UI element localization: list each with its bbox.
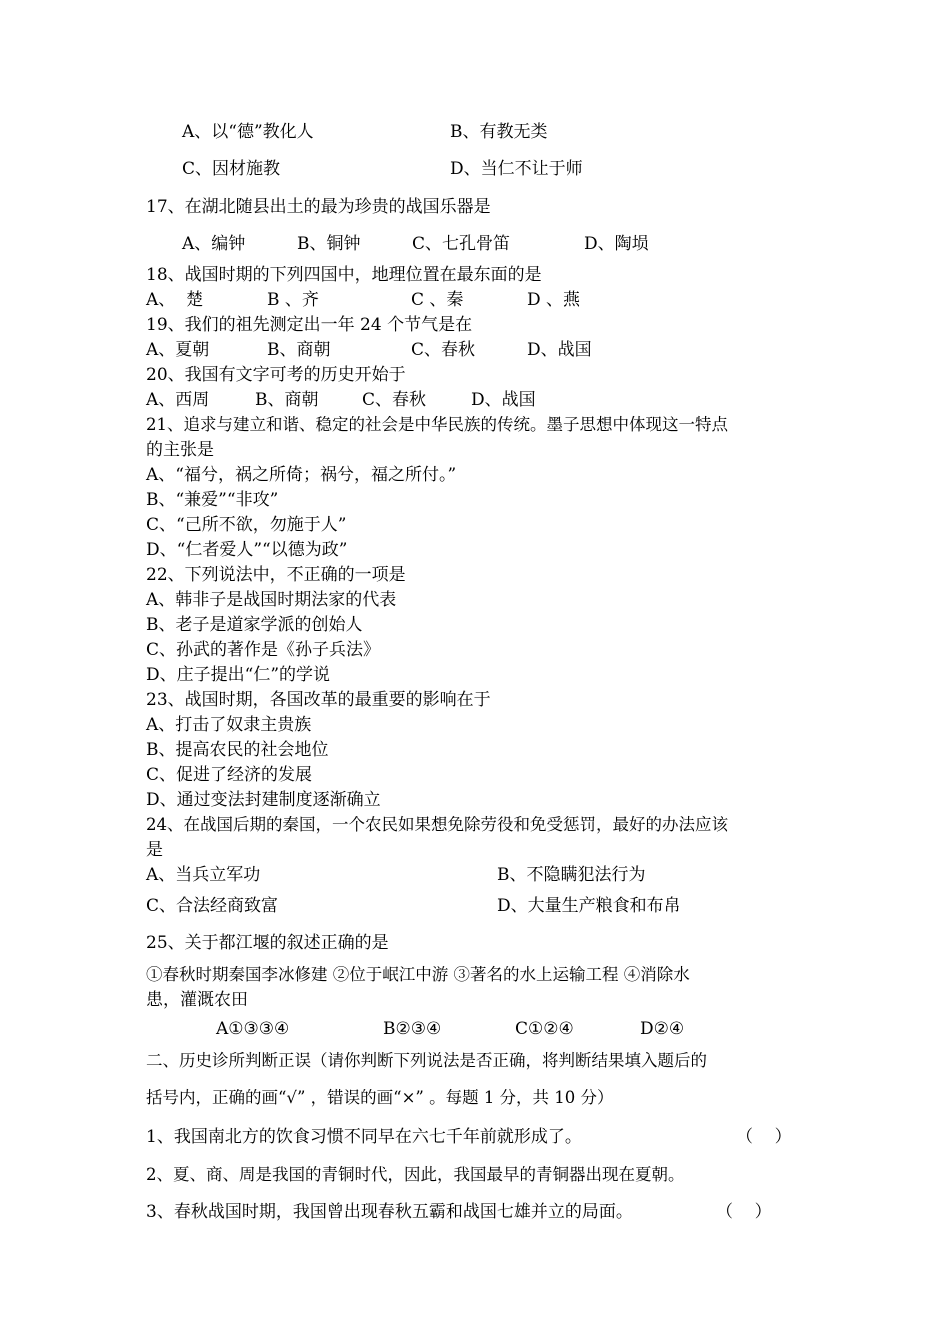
q24-option-a: A、当兵立军功 [146,865,261,885]
q16-option-d: D、当仁不让于师 [450,159,583,179]
q25-items-line-2: 患，灌溉农田 [146,990,248,1010]
q22-option-c: C、孙武的著作是《孙子兵法》 [146,640,381,660]
q21-stem-line-1: 21、追求与建立和谐、稳定的社会是中华民族的传统。墨子思想中体现这一特点 [146,415,728,434]
judge-item-2: 2、夏、商、周是我国的青铜时代，因此，我国最早的青铜器出现在夏朝。 [146,1165,685,1184]
q16-option-a: A、以“德”教化人 [182,122,314,142]
q17-stem: 17、在湖北随县出土的最为珍贵的战国乐器是 [146,197,491,217]
q23-option-c: C、促进了经济的发展 [146,765,313,785]
q22-option-b: B、老子是道家学派的创始人 [146,615,363,635]
q17-option-a: A、编钟 [182,234,246,254]
q25-option-c: C①②④ [515,1019,574,1039]
q22-stem: 22、下列说法中，不正确的一项是 [146,565,406,585]
judge-item-3: 3、春秋战国时期，我国曾出现春秋五霸和战国七雄并立的局面。 [146,1202,633,1222]
q19-option-c: C、春秋 [411,340,476,360]
q18-stem: 18、战国时期的下列四国中，地理位置在最东面的是 [146,265,542,285]
q24-stem-line-2: 是 [146,840,163,860]
q16-option-b: B、有教无类 [450,122,548,142]
q25-option-b: B②③④ [383,1019,442,1039]
q20-stem: 20、我国有文字可考的历史开始于 [146,365,406,385]
q25-option-a: A①③③④ [216,1019,290,1039]
q21-option-c: C、“己所不欲，勿施于人” [146,515,347,535]
q18-option-b: B 、齐 [267,290,319,310]
q23-option-d: D、通过变法封建制度逐渐确立 [146,790,381,810]
q17-option-d: D、陶埙 [584,234,649,254]
q21-option-a: A、“福兮，祸之所倚；祸兮，福之所付。” [146,465,457,485]
judge-item-1-answer-blank[interactable]: （ ） [736,1127,792,1147]
q24-stem-line-1: 24、在战国后期的秦国，一个农民如果想免除劳役和免受惩罚，最好的办法应该 [146,815,728,834]
judge-item-3-answer-blank[interactable]: （ ） [716,1202,772,1222]
q19-stem: 19、我们的祖先测定出一年 24 个节气是在 [146,315,473,335]
q19-option-d: D、战国 [527,340,592,360]
q21-stem-line-2: 的主张是 [146,440,214,460]
q24-option-c: C、合法经商致富 [146,896,279,916]
q19-option-b: B、商朝 [267,340,331,360]
q20-option-a: A、西周 [146,390,210,410]
q22-option-d: D、庄子提出“仁”的学说 [146,665,331,685]
q16-option-c: C、因材施教 [182,159,281,179]
q17-option-b: B、铜钟 [297,234,361,254]
section2-heading-line-1: 二、历史诊所判断正误（请你判断下列说法是否正确，将判断结果填入题后的 [146,1051,707,1070]
q21-option-b: B、“兼爱”“非攻” [146,490,279,510]
q23-stem: 23、战国时期，各国改革的最重要的影响在于 [146,690,491,710]
q20-option-d: D、战国 [471,390,536,410]
q18-option-a: A、 楚 [146,290,204,310]
q22-option-a: A、韩非子是战国时期法家的代表 [146,590,397,610]
q20-option-b: B、商朝 [255,390,319,410]
q24-option-b: B、不隐瞒犯法行为 [497,865,646,885]
q19-option-a: A、夏朝 [146,340,210,360]
q20-option-c: C、春秋 [362,390,427,410]
section2-heading-line-2: 括号内，正确的画“√” ，错误的画“×” 。每题 1 分，共 10 分） [146,1088,614,1107]
q25-stem: 25、关于都江堰的叙述正确的是 [146,933,389,953]
q21-option-d: D、“仁者爱人”“以德为政” [146,540,348,560]
q23-option-b: B、提高农民的社会地位 [146,740,329,760]
q25-option-d: D②④ [640,1019,685,1039]
q17-option-c: C、七孔骨笛 [412,234,511,254]
q18-option-c: C 、秦 [411,290,464,310]
q23-option-a: A、打击了奴隶主贵族 [146,715,312,735]
q18-option-d: D 、燕 [527,290,581,310]
q24-option-d: D、大量生产粮食和布帛 [497,896,681,916]
judge-item-1: 1、我国南北方的饮食习惯不同早在六七千年前就形成了。 [146,1127,582,1147]
q25-items-line-1: ①春秋时期秦国李冰修建 ②位于岷江中游 ③著名的水上运输工程 ④消除水 [146,965,690,984]
